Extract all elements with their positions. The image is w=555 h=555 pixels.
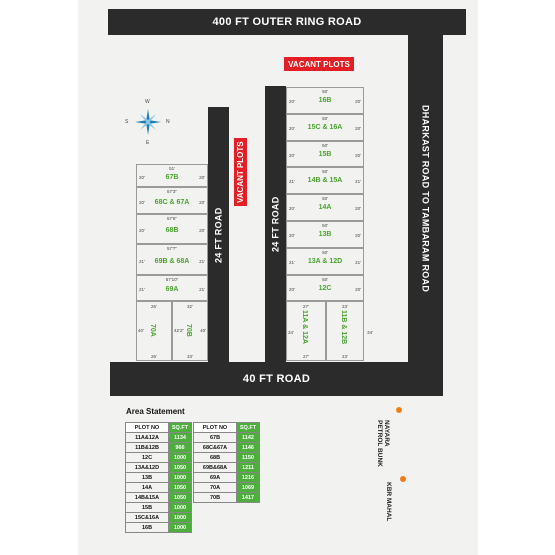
sqft-cell: 1050 xyxy=(169,483,192,493)
plot-id-label: 16B xyxy=(318,97,332,104)
plot-top-dim: 50' xyxy=(322,223,328,228)
twentyfour-ft-road-left: 24 FT ROAD xyxy=(208,107,229,363)
table-row xyxy=(126,463,192,473)
plot-right-dim: 21' xyxy=(355,259,361,265)
plot-top-dim: 50' xyxy=(322,169,328,175)
sqft-cell: 1417 xyxy=(237,493,260,503)
plot-11a-side-dim: 34' xyxy=(288,330,294,335)
compass-s: S xyxy=(125,119,129,125)
plot-no-cell: 13B xyxy=(126,473,169,483)
plot-left-dim: 20' xyxy=(289,206,295,212)
plot-no-cell: 14B&15A xyxy=(126,493,169,503)
dharkast-road: DHARKAST ROAD TO TAMBARAM ROAD xyxy=(408,35,443,362)
table-row xyxy=(194,483,260,493)
area-table-left xyxy=(125,422,192,533)
plot-top-dim: 50' xyxy=(322,276,328,282)
plot-top-dim: 57'3" xyxy=(167,189,177,194)
plot-top-dim: 50' xyxy=(322,249,328,255)
plot-top-dim: 51' xyxy=(169,166,175,171)
kbr-mahal-label: KBR MAHAL xyxy=(385,482,392,522)
plot-no-header: PLOT NO xyxy=(126,423,169,433)
sqft-cell: 1150 xyxy=(237,453,260,463)
plot-no-cell: 70A xyxy=(194,483,237,493)
plot-top-dim: 57'7" xyxy=(167,246,177,251)
plot-id-label: 12C xyxy=(318,284,332,292)
vacant-plots-badge-side: VACANT PLOTS xyxy=(234,138,247,206)
plot-right-dim: 21' xyxy=(355,179,361,185)
sqft-cell: 1146 xyxy=(237,443,260,453)
plot-69a[interactable] xyxy=(136,275,208,301)
plot-70a-top-dim: 26' xyxy=(151,304,157,309)
plot-no-header: PLOT NO xyxy=(194,423,237,433)
plot-no-cell: 11A&12A xyxy=(126,433,169,443)
plot-11b-top-dim: 23' xyxy=(342,304,348,309)
plot-11a-top-dim: 27' xyxy=(303,304,309,309)
plot-right-dim: 21' xyxy=(199,258,205,264)
plot-no-cell: 15C&16A xyxy=(126,513,169,523)
plot-68c-67a[interactable] xyxy=(136,187,208,214)
sqft-cell: 1000 xyxy=(169,453,192,463)
nayara-petrol-bunk-label: NAYARA PETROL BUNK xyxy=(376,420,390,467)
plot-left-dim: 20' xyxy=(289,125,295,131)
plot-no-cell: 12C xyxy=(126,453,169,463)
table-row xyxy=(126,513,192,523)
plot-left-dim: 20' xyxy=(139,174,145,180)
plot-no-cell: 68B xyxy=(194,453,237,463)
table-row xyxy=(194,493,260,503)
area-table-header xyxy=(194,423,260,433)
kbr-mahal-marker-icon xyxy=(400,476,406,482)
plot-no-cell: 67B xyxy=(194,433,237,443)
plot-70b-top-dim: 32' xyxy=(187,304,193,309)
table-row xyxy=(194,433,260,443)
sqft-cell: 1211 xyxy=(237,463,260,473)
sqft-cell: 1000 xyxy=(169,503,192,513)
plot-14a[interactable] xyxy=(286,194,364,221)
sqft-cell: 1134 xyxy=(169,433,192,443)
plot-11b-bottom-dim: 23' xyxy=(342,354,348,359)
plot-top-dim: 50' xyxy=(322,196,328,202)
plot-70a[interactable] xyxy=(136,301,172,361)
nayara-marker-icon xyxy=(396,407,402,413)
plot-id-label: 14B & 15A xyxy=(307,177,343,185)
table-row xyxy=(126,473,192,483)
sqft-cell: 1142 xyxy=(237,433,260,443)
table-row xyxy=(126,483,192,493)
plot-68b[interactable] xyxy=(136,214,208,244)
plot-16b[interactable] xyxy=(286,87,364,114)
plot-no-cell: 69B&68A xyxy=(194,463,237,473)
plot-70b-side2-dim: 40' xyxy=(200,328,206,333)
plot-12c[interactable] xyxy=(286,275,364,302)
plot-no-cell: 68C&67A xyxy=(194,443,237,453)
plot-11b-side-dim: 34' xyxy=(367,330,373,335)
sqft-cell: 1069 xyxy=(237,483,260,493)
plot-left-dim: 21' xyxy=(289,179,295,185)
table-row xyxy=(194,453,260,463)
plot-right-dim: 20' xyxy=(355,286,361,292)
plot-top-dim: 57'10" xyxy=(165,277,179,282)
plot-no-cell: 11B&12B xyxy=(126,443,169,453)
plot-id-label: 15C & 16A xyxy=(307,123,343,131)
table-row xyxy=(194,473,260,483)
plot-no-cell: 15B xyxy=(126,503,169,513)
sqft-header: SQ.FT xyxy=(237,423,260,433)
plot-right-dim: 21' xyxy=(199,287,205,292)
area-table-header xyxy=(126,423,192,433)
sqft-cell: 1050 xyxy=(169,463,192,473)
plot-id-label: 14A xyxy=(318,204,332,212)
sqft-header: SQ.FT xyxy=(169,423,192,433)
compass-e: E xyxy=(146,140,150,146)
plot-left-dim: 21' xyxy=(289,259,295,265)
plot-11b-12b-label: 11B & 12B xyxy=(340,310,347,345)
plot-15c-16a[interactable] xyxy=(286,114,364,141)
plot-right-dim: 20' xyxy=(355,206,361,212)
plot-11a-bottom-dim: 27' xyxy=(303,354,309,359)
plot-69b-68a[interactable] xyxy=(136,244,208,275)
plot-no-cell: 16B xyxy=(126,523,169,533)
plot-70b-side-dim: 42'2" xyxy=(174,328,184,333)
plot-id-label: 69A xyxy=(165,286,179,293)
plot-id-label: 13B xyxy=(318,231,332,238)
plot-top-dim: 57'6" xyxy=(167,216,177,221)
area-statement-title: Area Statement xyxy=(126,407,185,416)
plot-no-cell: 14A xyxy=(126,483,169,493)
compass-rose xyxy=(125,99,170,148)
plot-13a-12d[interactable] xyxy=(286,248,364,275)
sqft-cell: 966 xyxy=(169,443,192,453)
compass-w: W xyxy=(145,99,150,105)
plot-right-dim: 20' xyxy=(199,199,205,205)
plot-id-label: 15B xyxy=(318,150,332,158)
plot-left-dim: 21' xyxy=(139,258,145,264)
plot-right-dim: 20' xyxy=(199,228,205,233)
plot-67b[interactable] xyxy=(136,164,208,187)
table-row xyxy=(126,493,192,503)
plot-right-dim: 20' xyxy=(355,99,361,104)
plot-left-dim: 20' xyxy=(289,99,295,104)
table-row xyxy=(194,463,260,473)
plot-left-dim: 20' xyxy=(289,286,295,292)
plot-13b[interactable] xyxy=(286,221,364,248)
plot-no-cell: 13A&12D xyxy=(126,463,169,473)
plot-70a-bottom-dim: 26' xyxy=(151,354,157,359)
table-row xyxy=(126,503,192,513)
table-row xyxy=(126,443,192,453)
outer-ring-road: 400 FT OUTER RING ROAD xyxy=(108,9,466,35)
sqft-cell: 1216 xyxy=(237,473,260,483)
plot-left-dim: 20' xyxy=(139,199,145,205)
plot-id-label: 68C & 67A xyxy=(154,198,190,206)
plot-no-cell: 69A xyxy=(194,473,237,483)
table-row xyxy=(194,443,260,453)
plot-id-label: 13A & 12D xyxy=(307,257,343,265)
plot-id-label: 69B & 68A xyxy=(154,257,190,265)
plot-top-dim: 50' xyxy=(322,115,328,121)
plot-id-label: 68B xyxy=(165,227,179,234)
plot-left-dim: 20' xyxy=(289,233,295,238)
compass-n: N xyxy=(166,119,170,125)
plot-left-dim: 20' xyxy=(139,228,145,233)
plot-11a-12a[interactable] xyxy=(286,301,326,361)
plot-id-label: 67B xyxy=(165,173,179,181)
plot-11a-12a-label: 11A & 12A xyxy=(301,310,308,344)
table-row xyxy=(126,453,192,463)
plot-70b-bottom-dim: 33' xyxy=(187,354,193,359)
plot-right-dim: 20' xyxy=(199,174,205,180)
plot-no-cell: 70B xyxy=(194,493,237,503)
plot-70b[interactable] xyxy=(172,301,208,361)
plot-left-dim: 20' xyxy=(289,152,295,158)
plot-70a-label: 70A xyxy=(149,324,156,337)
plot-right-dim: 20' xyxy=(355,233,361,238)
sqft-cell: 1000 xyxy=(169,513,192,523)
twentyfour-ft-road-right: 24 FT ROAD xyxy=(265,86,286,363)
table-row xyxy=(126,433,192,443)
sqft-cell: 1000 xyxy=(169,473,192,483)
vacant-plots-badge-top: VACANT PLOTS xyxy=(284,57,354,71)
sqft-cell: 1000 xyxy=(169,523,192,533)
area-table-right xyxy=(193,422,260,503)
forty-ft-road: 40 FT ROAD xyxy=(110,362,443,396)
plot-11b-12b[interactable] xyxy=(326,301,373,361)
plot-top-dim: 50' xyxy=(322,89,328,94)
table-row xyxy=(126,523,192,533)
plot-right-dim: 20' xyxy=(355,125,361,131)
plot-70b-label: 70B xyxy=(185,324,192,337)
plot-14b-15a[interactable] xyxy=(286,167,364,194)
plot-15b[interactable] xyxy=(286,141,364,168)
plot-left-dim: 21' xyxy=(139,287,145,292)
plot-70a-side-dim: 40' xyxy=(138,328,144,333)
plot-right-dim: 20' xyxy=(355,152,361,158)
plot-top-dim: 50' xyxy=(322,142,328,148)
sqft-cell: 1050 xyxy=(169,493,192,503)
